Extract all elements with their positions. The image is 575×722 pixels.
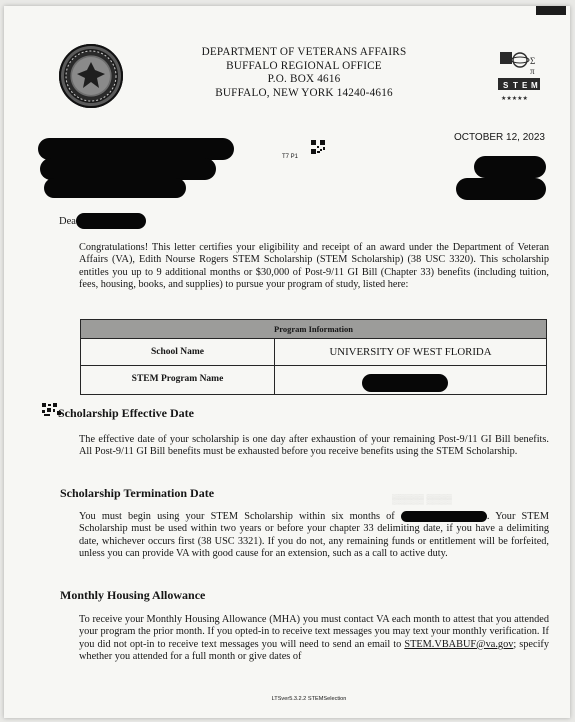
- va-seal-icon: [59, 44, 123, 108]
- qr-code-icon: [311, 140, 325, 154]
- termination-date-paragraph: [79, 511, 549, 561]
- stem-letter-s: S: [503, 81, 509, 90]
- stem-program-name-label: STEM Program Name: [81, 366, 275, 394]
- stem-pi: π: [530, 66, 535, 76]
- intro-paragraph: Congratulations! This letter certifies your eligibility and receipt of an award under the Department of Veteran Affairs (VA), Edith Nourse Rogers STEM Scholarship (STEM Scholarship) (38 USC 3320). This scholarship entitles you up to 9 additional months or $30,000 of Post-9/11 GI Bill (Chapter 33) benefits (including tuition, fees, housing, books, and supplies) to pursue your program of study, listed here:: [79, 242, 549, 291]
- effective-date-paragraph: The effective date of your scholarship is one day after exhaustion of your remaining Post-9/11 GI Bill benefits. All Post-9/11 GI Bill benefits must be exhausted before you receive benefits using the STEM Scholarship.: [79, 434, 549, 458]
- stem-sigma: Σ: [530, 56, 536, 66]
- termination-text-rest: . Your STEM Scholarship must be used within two years or before your chapter 33 delimiting date, if you have a delimiting date, whichever occurs first (38 USC 3321). If you do not, any remaining funds or entitlement will be forfeited, unless you can provide VA with good cause for an extension, such as a call to active duty.: [79, 511, 549, 560]
- stem-stars: ★★★★★: [501, 95, 528, 102]
- school-name-value: UNIVERSITY OF WEST FLORIDA: [329, 346, 492, 358]
- effective-date-heading: Scholarship Effective Date: [58, 406, 194, 420]
- school-name-label: School Name: [81, 339, 275, 365]
- table-row: [81, 366, 546, 394]
- letterhead-po-box: P.O. BOX 4616: [267, 73, 341, 85]
- form-version-footer: LTSver5.3.2.2 STEMSelection: [271, 696, 347, 702]
- redacted-recipient-address-2: [44, 178, 186, 198]
- letterhead-office: BUFFALO REGIONAL OFFICE: [226, 59, 382, 72]
- corner-scan-mark: [536, 6, 566, 15]
- tracking-code: T7 P1: [282, 154, 299, 160]
- table-row: [81, 339, 546, 366]
- housing-allowance-heading: Monthly Housing Allowance: [60, 588, 206, 602]
- salutation-text: Dea: [59, 216, 76, 227]
- letterhead-city: BUFFALO, NEW YORK 14240-4616: [215, 86, 393, 99]
- letterhead: [154, 46, 454, 100]
- letter-page: [4, 6, 570, 718]
- redacted-salutation-name: [76, 213, 146, 229]
- redacted-recipient-name: [38, 138, 234, 160]
- program-information-table: [80, 319, 547, 395]
- letterhead-department: DEPARTMENT OF VETERANS AFFAIRS: [201, 46, 407, 58]
- termination-text-start: You must begin using your STEM Scholarship within six months of: [79, 511, 395, 522]
- salutation: [59, 216, 76, 227]
- housing-text-start: To receive your Monthly Housing Allowance (MHA) you must contact VA each month to attest that you attended your program the prior month. If you opted-in to receive text messages you may text your monthly verification. If you did not opt-in to receive text messages you will need to send an email to: [79, 614, 549, 650]
- redacted-program-name: [362, 374, 448, 392]
- stem-letter-t: T: [513, 81, 518, 90]
- stem-email-link[interactable]: STEM.VBABUF@va.gov: [404, 638, 514, 650]
- stem-letter-e: E: [522, 81, 528, 90]
- stem-letter-m: M: [531, 81, 538, 90]
- termination-date-heading: Scholarship Termination Date: [60, 486, 215, 500]
- stem-logo-icon: [498, 50, 540, 106]
- redacted-recipient-address-1: [40, 158, 216, 180]
- housing-allowance-paragraph: [79, 614, 549, 664]
- program-table-header: Program Information: [81, 320, 546, 339]
- redacted-termination-date: [401, 511, 487, 522]
- bleed-through-text: ▒▒▒▒▒ ▒▒▒▒: [392, 494, 452, 504]
- letter-date: OCTOBER 12, 2023: [454, 132, 545, 143]
- redacted-reference: [456, 178, 546, 200]
- housing-text-end: ; specify whether you attended for a full month or give dates of: [79, 638, 550, 663]
- redacted-file-number: [474, 156, 546, 178]
